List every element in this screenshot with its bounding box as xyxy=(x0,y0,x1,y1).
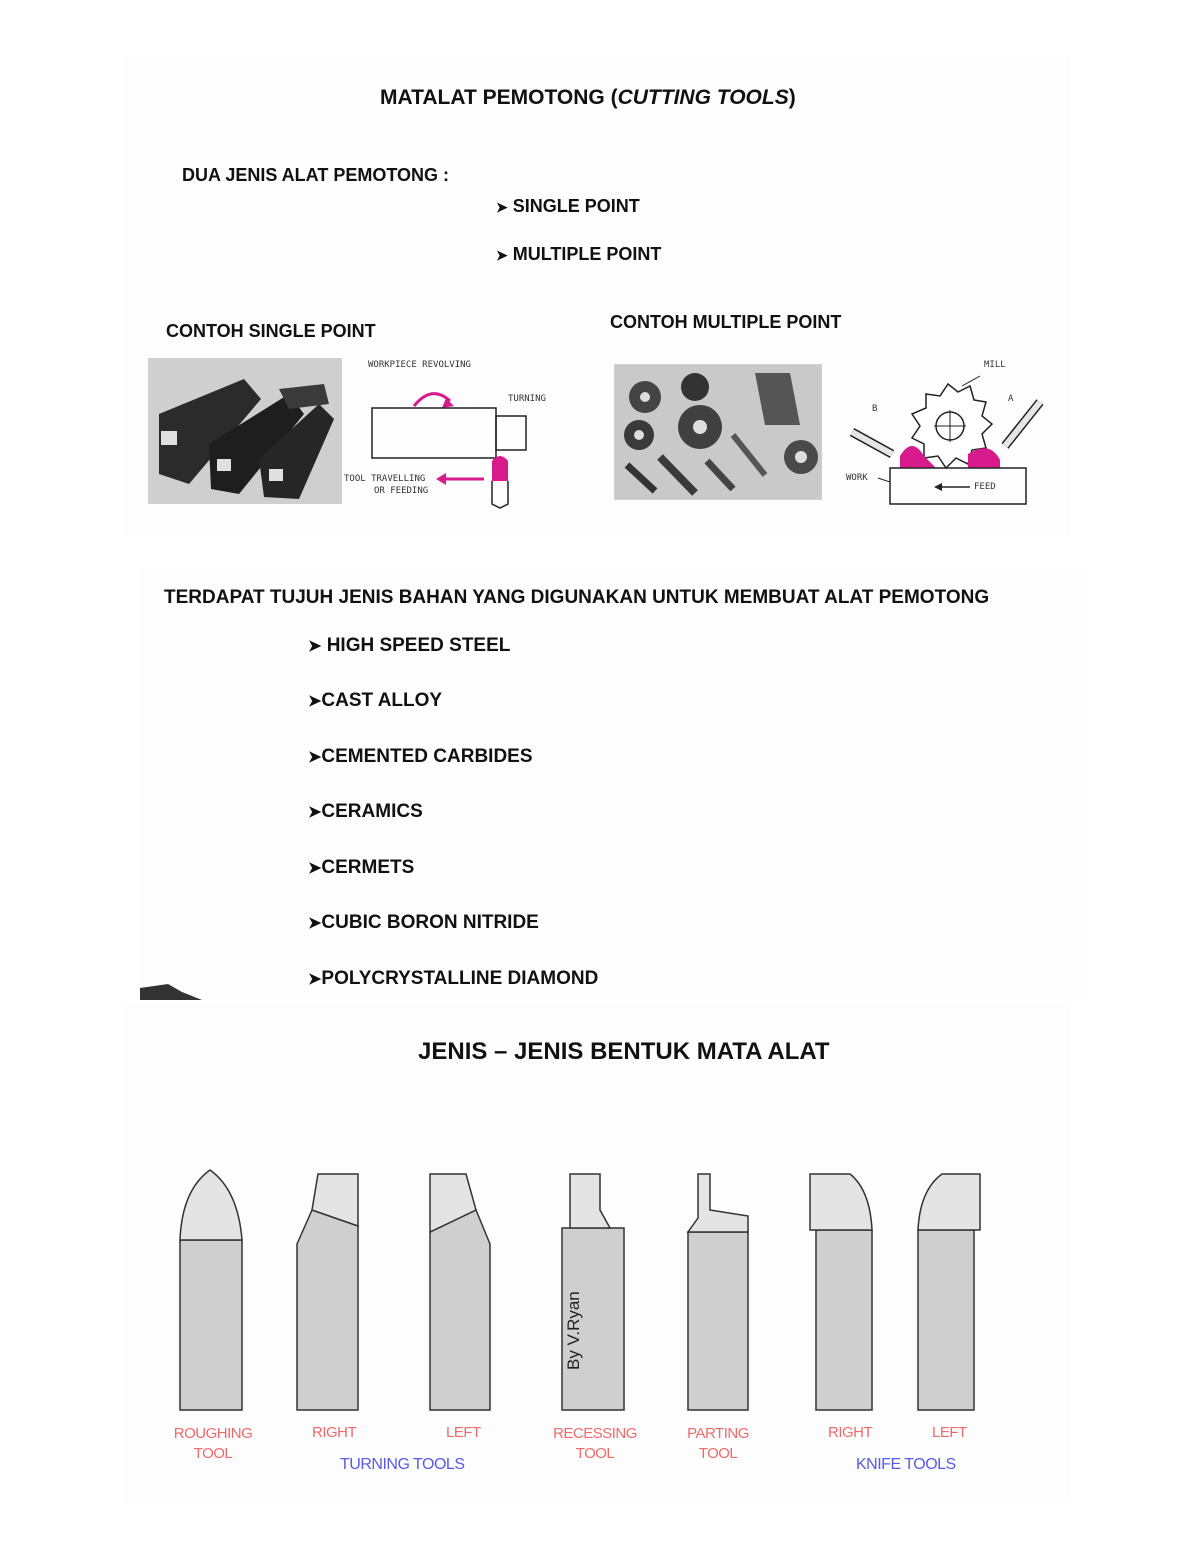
type-label: MULTIPLE POINT xyxy=(512,244,662,264)
label-line: RECESSING xyxy=(553,1425,637,1442)
milling-diagram xyxy=(840,356,1055,512)
label-line: ROUGHING xyxy=(173,1425,253,1442)
materials-heading: TERDAPAT TUJUH JENIS BAHAN YANG DIGUNAKAN UNTUK MEMBUAT ALAT PEMOTONG xyxy=(164,587,990,608)
single-point-tools-photo xyxy=(148,358,342,504)
roughing-tool-label xyxy=(170,1424,256,1464)
material-label: CERMETS xyxy=(321,857,415,878)
title-main: MATALAT PEMOTONG ( xyxy=(380,86,618,109)
page-title xyxy=(380,86,796,110)
arrow-bullet-icon: ➤ xyxy=(308,638,322,655)
tool-holders-illustration xyxy=(149,359,341,503)
arrow-bullet-icon: ➤ xyxy=(308,860,322,877)
turning-label: TURNING xyxy=(508,394,546,404)
tool-shapes-heading: JENIS – JENIS BENTUK MATA ALAT xyxy=(418,1038,830,1065)
arrow-bullet-icon: ➤ xyxy=(308,693,322,710)
tool-shapes-diagram xyxy=(160,1160,1000,1416)
material-label: CUBIC BORON NITRIDE xyxy=(321,912,539,933)
right-turning-label: RIGHT xyxy=(312,1424,357,1441)
left-turning-label: LEFT xyxy=(446,1424,481,1441)
arrow-bullet-icon: ➤ xyxy=(308,749,322,766)
type-item-single xyxy=(496,196,640,217)
roughing-tool-shape xyxy=(180,1170,242,1410)
knife-tools-group-label: KNIFE TOOLS xyxy=(856,1456,956,1473)
list-item xyxy=(308,690,442,712)
single-point-heading: CONTOH SINGLE POINT xyxy=(166,321,376,341)
right-turning-tool-shape xyxy=(297,1174,358,1410)
type-item-multiple xyxy=(496,244,661,265)
watermark: By V.Ryan xyxy=(564,1291,583,1370)
list-item xyxy=(308,857,414,879)
tool-travelling-label: TOOL TRAVELLING xyxy=(344,474,426,484)
title-italic: CUTTING TOOLS xyxy=(617,86,789,109)
right-knife-label: RIGHT xyxy=(828,1424,873,1441)
parting-tool-label xyxy=(680,1424,756,1464)
material-label: HIGH SPEED STEEL xyxy=(326,635,511,656)
cutter-b-label: B xyxy=(872,404,878,414)
list-item xyxy=(308,968,598,990)
label-line: TOOL xyxy=(575,1445,615,1462)
types-heading: DUA JENIS ALAT PEMOTONG : xyxy=(182,165,450,185)
parting-tool-shape xyxy=(688,1174,748,1410)
label-line: PARTING xyxy=(687,1425,749,1442)
list-item xyxy=(308,801,423,823)
cutter-a-label: A xyxy=(1008,394,1014,404)
arrow-bullet-icon: ➤ xyxy=(308,804,322,821)
feed-label: FEED xyxy=(974,482,996,492)
or-feeding-label: OR FEEDING xyxy=(374,486,429,496)
turning-tools-group-label: TURNING TOOLS xyxy=(340,1456,465,1473)
recessing-tool-label xyxy=(552,1424,638,1464)
list-item xyxy=(308,746,533,768)
left-turning-tool-shape xyxy=(430,1174,490,1410)
mill-label: MILL xyxy=(984,360,1006,370)
list-item xyxy=(308,635,510,657)
left-knife-tool-shape xyxy=(918,1174,980,1410)
material-label: CEMENTED CARBIDES xyxy=(321,746,533,767)
arrow-bullet-icon: ➤ xyxy=(308,971,322,988)
right-knife-tool-shape xyxy=(810,1174,872,1410)
type-label: SINGLE POINT xyxy=(512,196,640,216)
title-end: ) xyxy=(788,86,796,109)
work-label: WORK xyxy=(846,473,868,483)
multiple-point-tools-photo xyxy=(614,364,822,500)
corner-graphic-fragment xyxy=(138,978,204,1002)
arrow-bullet-icon: ➤ xyxy=(496,199,508,215)
arrow-bullet-icon: ➤ xyxy=(496,247,508,263)
label-line: TOOL xyxy=(698,1445,738,1462)
label-line: TOOL xyxy=(193,1445,233,1462)
slide-materials xyxy=(140,568,1088,1000)
arrow-bullet-icon: ➤ xyxy=(308,915,322,932)
list-item xyxy=(308,912,539,934)
milling-cutters-illustration xyxy=(615,365,821,499)
material-label: POLYCRYSTALLINE DIAMOND xyxy=(321,968,599,989)
left-knife-label: LEFT xyxy=(932,1424,967,1441)
material-label: CERAMICS xyxy=(321,801,423,822)
multiple-point-heading: CONTOH MULTIPLE POINT xyxy=(610,312,842,332)
workpiece-label: WORKPIECE REVOLVING xyxy=(368,360,471,370)
material-label: CAST ALLOY xyxy=(321,690,443,711)
